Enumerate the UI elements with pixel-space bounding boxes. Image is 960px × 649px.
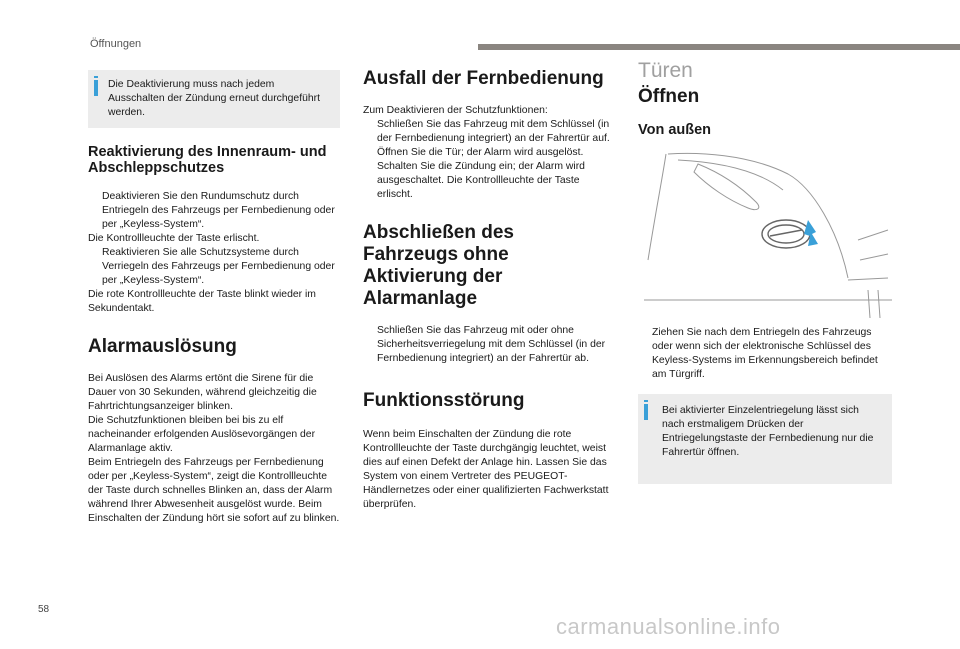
list-item-text: Deaktivieren Sie den Rundumschutz durch Entriegeln des Fahrzeugs per Fernbedienung oder per „Keyless-System“. xyxy=(102,191,335,230)
info-note xyxy=(638,394,892,484)
list-item xyxy=(363,324,615,366)
heading-malfunction: Funktionsstörung xyxy=(363,390,525,411)
info-icon xyxy=(94,80,98,96)
heading-lock-without-alarm: Abschließen des Fahrzeugs ohne Aktivierung der Alarmanlage xyxy=(363,222,514,309)
heading-open: Öffnen xyxy=(638,86,700,107)
list-item-text: Reaktivieren Sie alle Schutzsysteme durch Verriegeln des Fahrzeugs per Fernbedienung oder per „Keyless-System“. xyxy=(102,247,335,286)
column-3 xyxy=(638,59,892,484)
list-item xyxy=(363,146,615,160)
section-title: Türen xyxy=(638,59,693,82)
paragraph: Die rote Kontrollleuchte der Taste blinkt wieder im Sekundentakt. xyxy=(88,289,316,314)
paragraph: Beim Entriegeln des Fahrzeugs per Fernbedienung oder per „Keyless-System“, zeigt die Kontrollleuchte der Taste durch schnelles Blinken an, dass der Alarm während Ihrer Abwesenheit ausgelöst wurde. Beim Einschalten der Zündung hört sie sofort auf zu blinken. xyxy=(88,457,340,524)
info-icon xyxy=(644,404,648,420)
door-handle-image xyxy=(638,150,892,318)
heading-remote-failure: Ausfall der Fernbedienung xyxy=(363,68,604,89)
list-item xyxy=(88,190,340,232)
note-text: Bei aktivierter Einzelentriegelung lässt sich nach erstmaligem Drücken der Entriegelungstaste der Fernbedienung nur die Fahrertür öffnen. xyxy=(662,405,874,458)
heading-reactivation: Reaktivierung des Innenraum- und Abschleppschutzes xyxy=(88,144,327,176)
watermark: carmanualsonline.info xyxy=(556,614,781,639)
page-number: 58 xyxy=(38,604,50,615)
list-item-text: Schließen Sie das Fahrzeug mit oder ohne Sicherheitsverriegelung mit dem Schlüssel (in der Fernbedienung integriert) an der Fahrertür ab. xyxy=(377,325,606,364)
column-2 xyxy=(363,64,615,512)
info-note xyxy=(88,70,340,128)
paragraph: Zum Deaktivieren der Schutzfunktionen: xyxy=(363,105,548,116)
list-item xyxy=(638,326,892,382)
note-text: Die Deaktivierung muss nach jedem Ausschalten der Zündung erneut durchgeführt werden. xyxy=(108,79,320,118)
list-item-text: Schließen Sie das Fahrzeug mit dem Schlüssel (in der Fernbedienung integriert) an der Fahrertür auf. xyxy=(377,119,610,144)
list-item-text: Ziehen Sie nach dem Entriegeln des Fahrzeugs oder wenn sich der elektronische Schlüssel des Keyless-Systems im Erkennungsbereich befindet am Türgriff. xyxy=(652,327,878,380)
column-1 xyxy=(88,70,340,526)
paragraph: Die Schutzfunktionen bleiben bei bis zu elf nacheinander erfolgenden Auslösevorgängen der Alarmanlage aktiv. xyxy=(88,415,316,454)
header-bar xyxy=(478,44,960,50)
list-item-text: Öffnen Sie die Tür; der Alarm wird ausgelöst. xyxy=(377,147,584,158)
paragraph: Die Kontrollleuchte der Taste erlischt. xyxy=(88,233,260,244)
paragraph: Bei Auslösen des Alarms ertönt die Sirene für die Dauer von 30 Sekunden, während gleichzeitig die Fahrtrichtungsanzeiger blinken. xyxy=(88,373,317,412)
paragraph: Wenn beim Einschalten der Zündung die rote Kontrollleuchte der Taste durchgängig leuchtet, weist dies auf einen Defekt der Anlage hin. Lassen Sie das System von einem Vertreter des PEUGEOT-Händlernetzes oder einer qualifizierten Fachwerkstatt überprüfen. xyxy=(363,429,609,510)
list-item xyxy=(363,160,615,202)
heading-from-outside: Von außen xyxy=(638,122,712,138)
section-header: Öffnungen xyxy=(90,38,142,50)
list-item-text: Schalten Sie die Zündung ein; der Alarm wird ausgeschaltet. Die Kontrollleuchte der Taste erlischt. xyxy=(377,161,585,200)
list-item xyxy=(363,118,615,146)
door-handle-illustration xyxy=(638,150,892,318)
heading-alarm: Alarmauslösung xyxy=(88,336,237,357)
list-item xyxy=(88,246,340,288)
